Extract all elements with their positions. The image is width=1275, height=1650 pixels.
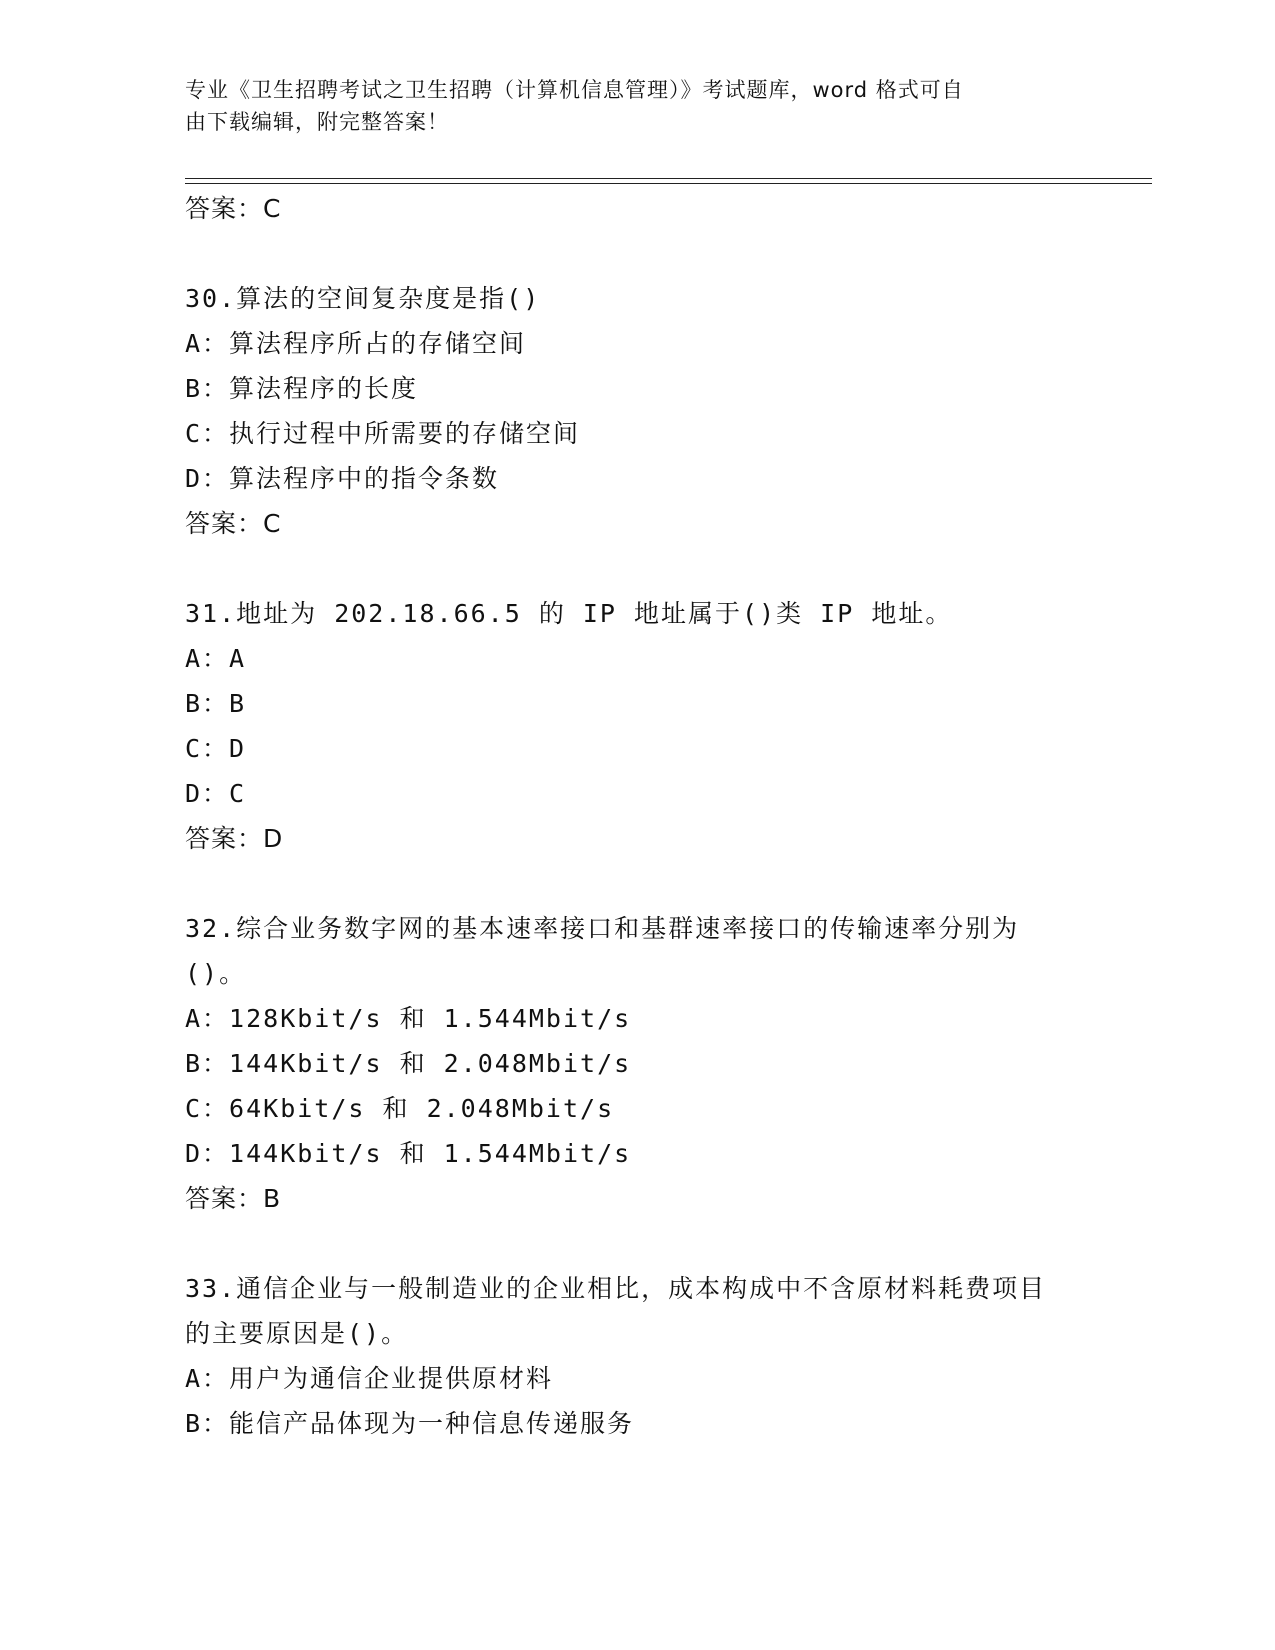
option-a: A：128Kbit/s 和 1.544Mbit/s <box>185 1004 632 1033</box>
option-b: B：144Kbit/s 和 2.048Mbit/s <box>185 1049 632 1078</box>
option-a: A：用户为通信企业提供原材料 <box>185 1364 554 1393</box>
option-a: A：算法程序所占的存储空间 <box>185 329 527 358</box>
question-list <box>185 186 1085 1446</box>
header-line-2: 由下载编辑，附完整答案！ <box>185 110 449 134</box>
option-b: B：能信产品体现为一种信息传递服务 <box>185 1409 635 1438</box>
question-stem: 33.通信企业与一般制造业的企业相比，成本构成中不含原材料耗费项目的主要原因是()。 <box>185 1274 1047 1348</box>
option-c: C：D <box>185 734 247 763</box>
option-a: A：A <box>185 644 247 673</box>
option-b: B：B <box>185 689 247 718</box>
header-divider-top <box>185 178 1152 179</box>
question-stem: 32.综合业务数字网的基本速率接口和基群速率接口的传输速率分别为()。 <box>185 914 1020 988</box>
option-b: B：算法程序的长度 <box>185 374 419 403</box>
header-divider-bottom <box>185 183 1152 184</box>
option-c: C：64Kbit/s 和 2.048Mbit/s <box>185 1094 615 1123</box>
question-30 <box>185 276 1085 547</box>
option-d: D：144Kbit/s 和 1.544Mbit/s <box>185 1139 632 1168</box>
question-32 <box>185 906 1085 1222</box>
question-stem: 31.地址为 202.18.66.5 的 IP 地址属于()类 IP 地址。 <box>185 599 953 628</box>
question-31 <box>185 591 1085 862</box>
question-33 <box>185 1266 1085 1446</box>
option-d: D：算法程序中的指令条数 <box>185 464 500 493</box>
option-c: C：执行过程中所需要的存储空间 <box>185 419 581 448</box>
answer-line: 答案：B <box>185 1184 282 1213</box>
question-stem: 30.算法的空间复杂度是指() <box>185 284 541 313</box>
option-d: D：C <box>185 779 247 808</box>
answer-line: 答案：D <box>185 824 284 853</box>
answer-line: 答案：C <box>185 509 282 538</box>
page-header <box>185 74 1085 138</box>
answer-line: 答案：C <box>185 194 282 223</box>
header-line-1: 专业《卫生招聘考试之卫生招聘（计算机信息管理）》考试题库，word 格式可自 <box>185 78 964 102</box>
